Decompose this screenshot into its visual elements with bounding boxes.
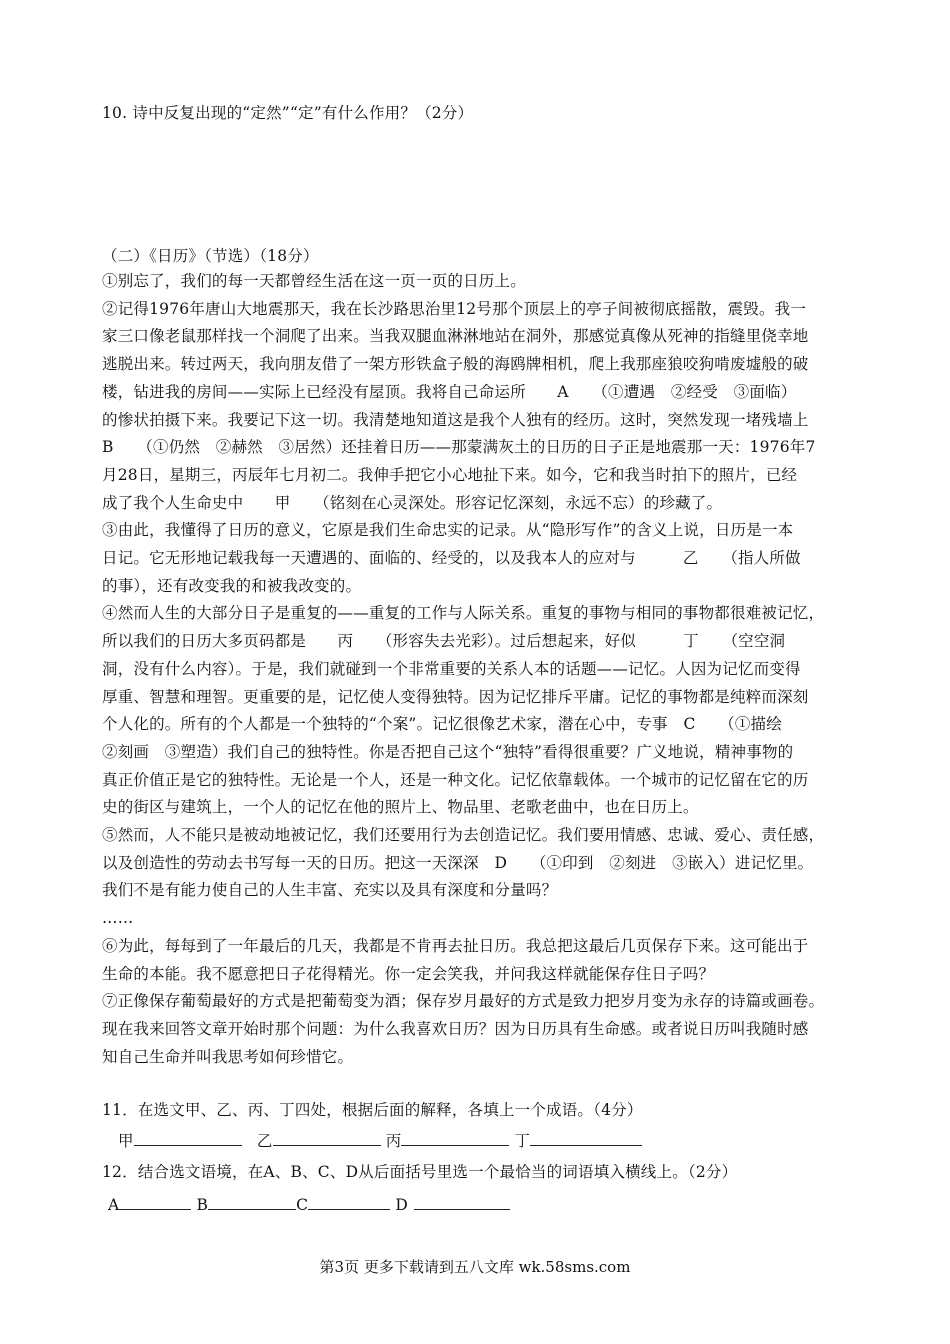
q12-blank-a[interactable] bbox=[119, 1192, 191, 1210]
passage-line: 成了我个人生命史中 甲 （铭刻在心灵深处。形容记忆深刻，永远不忘）的珍藏了。 bbox=[102, 493, 723, 512]
q12-label-b: B bbox=[196, 1196, 209, 1214]
q12-blank-b[interactable] bbox=[208, 1192, 296, 1210]
q12-label-c: C bbox=[296, 1196, 309, 1214]
passage-line: 月28日，星期三，丙辰年七月初二。我伸手把它小心地扯下来。如今，它和我当时拍下的照片，已经 bbox=[102, 465, 798, 484]
passage-line: ④然而人生的大部分日子是重复的——重复的工作与人际关系。重复的事物与相同的事物都很难被记忆， bbox=[102, 604, 825, 623]
passage-line: 个人化的。所有的个人都是一个独特的“个案”。记忆很像艺术家，潜在心中，专事 C （①描绘 bbox=[102, 715, 782, 734]
q12-label-d: D bbox=[395, 1196, 408, 1214]
passage-line: 的事），还有改变我的和被我改变的。 bbox=[102, 576, 362, 595]
passage-line: 所以我们的日历大多页码都是 丙 （形容失去光彩）。过后想起来，好似 丁 （空空洞 bbox=[102, 632, 786, 651]
passage-line: 家三口像老鼠那样找一个洞爬了出来。当我双腿血淋淋地站在洞外，那感觉真像从死神的指缝里侥幸地 bbox=[102, 327, 809, 346]
passage-line: ①别忘了，我们的每一天都曾经生活在这一页一页的日历上。 bbox=[102, 272, 526, 290]
question-12-answer-line bbox=[108, 1192, 878, 1217]
passage-line: ②记得1976年唐山大地震那天，我在长沙路思治里12号那个顶层上的亭子间被彻底摇散，震毁。我一 bbox=[102, 299, 807, 318]
q12-blank-d[interactable] bbox=[414, 1192, 510, 1210]
q12-blank-c[interactable] bbox=[308, 1192, 390, 1210]
passage-line: 洞，没有什么内容）。于是，我们就碰到一个非常重要的关系人本的话题——记忆。人因为记忆而变得 bbox=[102, 659, 801, 678]
passage-line: …… bbox=[102, 909, 134, 928]
passage-line: 生命的本能。我不愿意把日子花得精光。你一定会笑我，并问我这样就能保存住日子吗？ bbox=[102, 964, 715, 983]
q11-blank-ding[interactable] bbox=[530, 1128, 642, 1146]
section-title: （二）《日历》（节选）（18分） bbox=[102, 247, 319, 265]
passage-line: 知自己生命并叫我思考如何珍惜它。 bbox=[102, 1047, 354, 1066]
passage-line: 逃脱出来。转过两天，我向朋友借了一架方形铁盒子般的海鸥牌相机，爬上我那座狼咬狗啃废墟般的破 bbox=[102, 355, 809, 374]
q11-blank-bing[interactable] bbox=[401, 1128, 509, 1146]
question-12: 12．结合选文语境，在A、B、C、D从后面括号里选一个最恰当的词语填入横线上。（2分） bbox=[102, 1163, 738, 1181]
question-11: 11．在选文甲、乙、丙、丁四处，根据后面的解释，各填上一个成语。（4分） bbox=[102, 1101, 643, 1119]
passage-line: 真正价值正是它的独特性。无论是一个人，还是一种文化。记忆依靠载体。一个城市的记忆留在它的历 bbox=[102, 770, 809, 789]
passage-line: 厚重、智慧和理智。更重要的是，记忆使人变得独特。因为记忆排斥平庸。记忆的事物都是纯粹而深刻 bbox=[102, 687, 809, 706]
q11-label-ding: 丁 bbox=[514, 1132, 531, 1150]
passage-line: ⑦正像保存葡萄最好的方式是把葡萄变为酒；保存岁月最好的方式是致力把岁月变为永存的诗篇或画卷。 bbox=[102, 992, 825, 1011]
passage-line: ③由此，我懂得了日历的意义，它原是我们生命忠实的记录。从“隐形写作”的含义上说，日历是一本 bbox=[102, 521, 794, 540]
passage-line: 我们不是有能力使自己的人生丰富、充实以及具有深度和分量吗？ bbox=[102, 881, 558, 900]
passage-line: 以及创造性的劳动去书写每一天的日历。把这一天深深 D （①印到 ②刻进 ③嵌入）进记忆里。 bbox=[102, 853, 814, 872]
q11-blank-yi[interactable] bbox=[273, 1128, 381, 1146]
passage-line: 楼，钻进我的房间——实际上已经没有屋顶。我将自己命运所 A （①遭遇 ②经受 ③面临） bbox=[102, 382, 797, 401]
passage-line: ⑤然而，人不能只是被动地被记忆，我们还要用行为去创造记忆。我们要用情感、忠诚、爱心、责任感， bbox=[102, 826, 825, 844]
question-10: 10. 诗中反复出现的“定然”“定”有什么作用？（2分） bbox=[102, 104, 474, 122]
passage-line: 日记。它无形地记载我每一天遭遇的、面临的、经受的，以及我本人的应对与 乙 （指人所做 bbox=[102, 549, 801, 567]
q11-label-bing: 丙 bbox=[385, 1132, 402, 1150]
q11-blank-jia[interactable] bbox=[134, 1128, 242, 1146]
question-11-answer-line bbox=[118, 1128, 888, 1153]
passage-line: B （①仍然 ②赫然 ③居然）还挂着日历——那蒙满灰土的日历的日子正是地震那一天：1976年7 bbox=[102, 438, 816, 457]
passage-line: ②刻画 ③塑造）我们自己的独特性。你是否把自己这个“独特”看得很重要？广义地说，精神事物的 bbox=[102, 742, 794, 761]
passage-line: 史的街区与建筑上，一个人的记忆在他的照片上、物品里、老歌老曲中，也在日历上。 bbox=[102, 798, 699, 817]
passage-line: ⑥为此，每每到了一年最后的几天，我都是不肯再去扯日历。我总把这最后几页保存下来。这可能出于 bbox=[102, 936, 809, 955]
q12-label-a: A bbox=[108, 1196, 120, 1214]
passage-line: 的惨状拍摄下来。我要记下这一切。我清楚地知道这是我个人独有的经历。这时，突然发现一堵残墙上 bbox=[102, 410, 809, 429]
q11-label-yi: 乙 bbox=[256, 1132, 273, 1150]
page-footer: 第3页 更多下载请到五八文库 wk.58sms.com bbox=[319, 1258, 631, 1276]
q11-label-jia: 甲 bbox=[118, 1132, 134, 1150]
passage-line: 现在我来回答文章开始时那个问题：为什么我喜欢日历？因为日历具有生命感。或者说日历叫我随时感 bbox=[102, 1019, 809, 1038]
